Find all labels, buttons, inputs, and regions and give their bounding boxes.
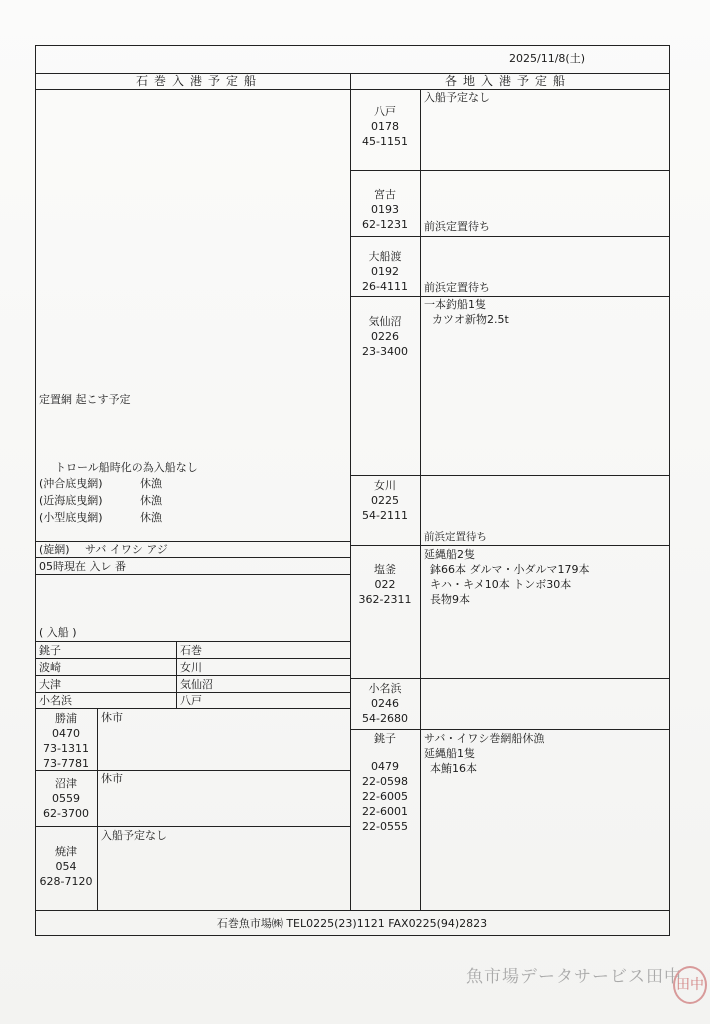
frame-left	[35, 45, 36, 936]
frame-top	[35, 45, 669, 46]
miyako-note: 前浜定置待ち	[424, 220, 490, 233]
row-line	[350, 236, 669, 237]
numazu-note: 休市	[101, 772, 123, 785]
trawl-note: トロール船時化の為入船なし	[55, 461, 198, 474]
yaizu-note: 入船予定なし	[101, 829, 167, 842]
header-top-line	[35, 73, 669, 74]
port-shiogama: 塩釜 022 362-2311	[358, 563, 412, 606]
category-kogata: (小型底曳網)	[39, 511, 103, 524]
footer-contact: 石巻魚市場㈱ TEL0225(23)1121 FAX0225(94)2823	[216, 917, 488, 930]
port-numazu: 沼津 0559 62-3700	[43, 777, 89, 820]
inbound-left-3: 大津	[39, 678, 61, 691]
left-section-title: 石巻入港予定船	[135, 74, 262, 88]
row-line	[350, 729, 669, 730]
onagawa-note: 前浜定置待ち	[424, 531, 487, 543]
row-line	[350, 678, 669, 679]
category-kinkai-status: 休漁	[140, 494, 162, 507]
row-line	[35, 658, 350, 659]
main-divider	[350, 73, 351, 911]
category-kogata-status: 休漁	[140, 511, 162, 524]
watermark-text: 魚市場データサービス田中	[466, 967, 682, 987]
header-bottom-line	[35, 89, 669, 90]
hachinohe-note: 入船予定なし	[424, 91, 490, 104]
row-line	[350, 475, 669, 476]
table-bottom-line	[35, 910, 669, 911]
nyusen-label: ( 入船 )	[39, 626, 77, 639]
port-yaizu: 焼津 054 628-7120	[39, 845, 93, 888]
right-section-title: 各地入港予定船	[444, 74, 571, 88]
frame-right	[669, 45, 670, 936]
choshi-note: サバ・イワシ巻網船休漁 延縄船1隻 本鮪16本	[424, 732, 545, 775]
row-line	[35, 641, 350, 642]
port-choshi: 銚子 0479 22-0598 22-6005 22-6001 22-0555	[362, 732, 408, 833]
row-line	[35, 692, 350, 693]
row-line	[350, 296, 669, 297]
row-line	[35, 557, 350, 558]
makiami-label: (旋網)	[39, 543, 70, 556]
row-line	[35, 541, 350, 542]
current-time: 05時現在 入レ 番	[39, 560, 126, 573]
inbound-right-3: 気仙沼	[180, 678, 213, 691]
inbound-left-1: 銚子	[39, 644, 61, 657]
shiogama-note: 延縄船2隻 鉢66本 ダルマ・小ダルマ179本 キハ・キメ10本 トンボ30本 長物9本	[424, 548, 590, 606]
port-ofunato: 大船渡 0192 26-4111	[362, 250, 408, 293]
inbound-right-2: 女川	[180, 661, 202, 674]
port-miyako: 宮古 0193 62-1231	[362, 188, 408, 231]
seal-stamp: 田中	[673, 966, 707, 1004]
inbound-right-4: 八戸	[180, 694, 202, 707]
inbound-left-2: 波崎	[39, 661, 61, 674]
report-date: 2025/11/8(土)	[509, 52, 585, 65]
kesennuma-note: 一本釣船1隻 カツオ新物2.5t	[424, 298, 509, 326]
category-okiai-status: 休漁	[140, 477, 162, 490]
category-kinkai: (近海底曳網)	[39, 494, 103, 507]
port-divider	[97, 708, 98, 911]
port-onagawa: 女川 0225 54-2111	[362, 479, 408, 522]
row-line	[350, 170, 669, 171]
frame-bottom	[35, 935, 669, 936]
category-okiai: (沖合底曳網)	[39, 477, 103, 490]
row-line	[350, 545, 669, 546]
row-line	[35, 826, 350, 827]
row-line	[35, 675, 350, 676]
port-katsuura: 勝浦 0470 73-1311 73-7781	[43, 712, 89, 770]
teichi-note: 定置網 起こす予定	[39, 393, 131, 406]
row-line	[35, 708, 350, 709]
katsuura-note: 休市	[101, 711, 123, 724]
inbound-left-4: 小名浜	[39, 694, 72, 707]
port-kesennuma: 気仙沼 0226 23-3400	[362, 315, 408, 358]
inbound-right-1: 石巻	[180, 644, 202, 657]
right-note-divider	[420, 89, 421, 911]
port-onahama: 小名浜 0246 54-2680	[362, 682, 408, 725]
makiami-species: サバ イワシ アジ	[85, 543, 168, 556]
inbound-divider	[176, 641, 177, 709]
ofunato-note: 前浜定置待ち	[424, 281, 490, 294]
row-line	[35, 574, 350, 575]
port-hachinohe: 八戸 0178 45-1151	[362, 105, 408, 148]
